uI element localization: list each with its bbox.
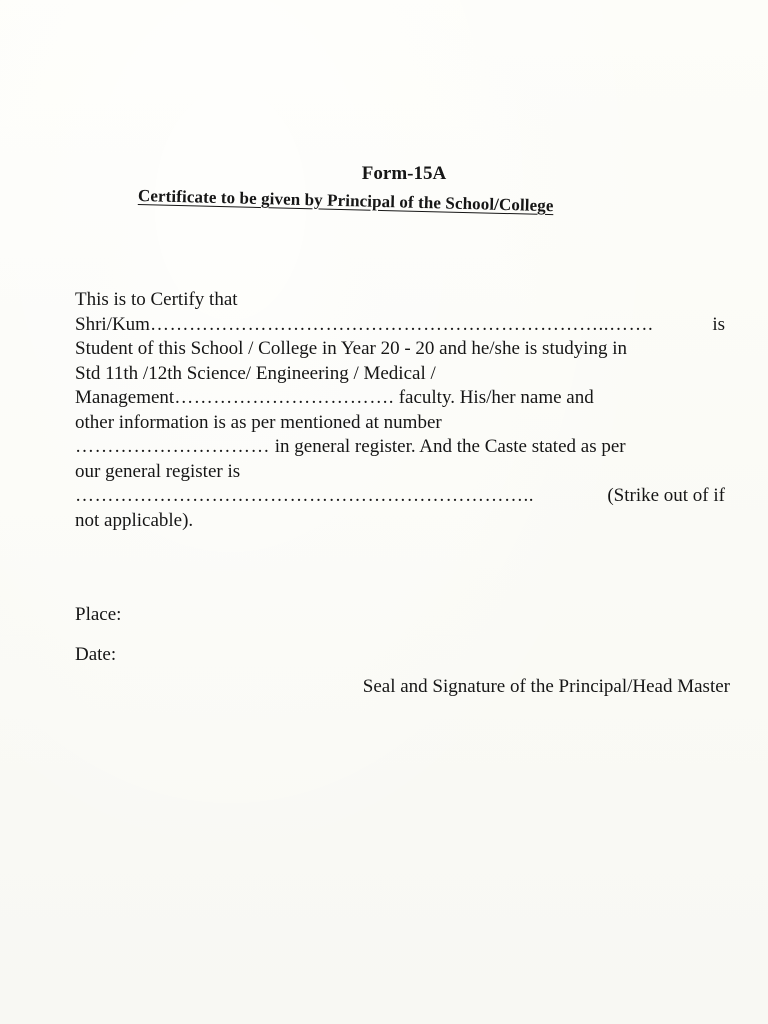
register-number-blank: ………………………… [75, 436, 270, 457]
form-code: Form-15A [361, 163, 447, 184]
management-label: Management [75, 387, 175, 408]
faculty-blank: ……………………………. [174, 387, 394, 408]
date-label: Date: [75, 644, 117, 665]
strike-out-note: (Strike out of if [607, 485, 725, 506]
body-line-3: Student of this School / College in Year 20 - 20 and he/she is studying in [75, 338, 628, 359]
faculty-text: faculty. His/her name and [398, 387, 594, 408]
body-line-2 [75, 313, 725, 338]
body-line-1: This is to Certify that [75, 289, 238, 310]
place-label: Place: [75, 604, 122, 625]
name-label [75, 313, 653, 338]
signature-line: Seal and Signature of the Principal/Head Master [362, 676, 730, 697]
name-blank: ……………………………………………………………..……. [149, 313, 654, 335]
body-line-10: not applicable). [75, 509, 194, 531]
body-line-4: Std 11th /12th Science/ Engineering / Medical / [75, 362, 436, 384]
body-line-5 [75, 386, 725, 411]
certificate-body [75, 288, 725, 533]
register-text: in general register. And the Caste stated as per [274, 436, 626, 457]
body-line-6: other information is as per mentioned at number [75, 411, 442, 433]
body-line-8: our general register is [75, 460, 241, 482]
certificate-heading: Certificate to be given by Principal of the School/College [137, 186, 554, 216]
body-line-7 [75, 435, 725, 460]
body-line-9 [75, 484, 725, 509]
name-prefix: Shri/Kum [75, 313, 150, 335]
name-suffix: is [712, 313, 725, 335]
caste-blank: …………………………………………………………….. [75, 485, 534, 506]
